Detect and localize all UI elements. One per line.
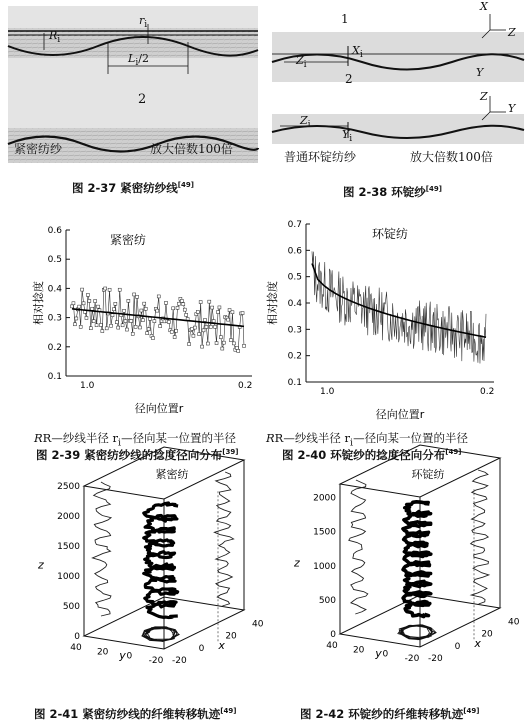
twist-point bbox=[134, 325, 137, 328]
twist-point bbox=[164, 301, 167, 304]
twist-point bbox=[72, 302, 75, 305]
twist-point bbox=[212, 320, 215, 323]
twist-point bbox=[157, 295, 160, 298]
x-tick-label: 20 bbox=[225, 631, 237, 642]
twist-point bbox=[237, 349, 240, 352]
figure-2-37-caption: 图 2-37 紧密纺纱线[49] bbox=[72, 181, 194, 195]
twist-point bbox=[185, 313, 188, 316]
x-tick-label: 1.0 bbox=[80, 381, 95, 391]
ring-yarn-name-label: 普通环锭纺纱 bbox=[284, 150, 357, 164]
chart-title: 环锭纺 bbox=[411, 468, 445, 481]
y-tick-label: 40 bbox=[326, 641, 338, 651]
twist-point bbox=[176, 306, 179, 309]
y-tick-label: -20 bbox=[148, 656, 164, 666]
twist-point bbox=[95, 324, 98, 327]
twist-point bbox=[140, 309, 143, 312]
right-projection bbox=[214, 472, 233, 606]
twist-point bbox=[215, 342, 218, 345]
twist-point bbox=[124, 320, 127, 323]
twist-point bbox=[192, 334, 195, 337]
fiber-trajectory bbox=[403, 502, 431, 617]
twist-series-line bbox=[312, 251, 486, 363]
x-tick-label: 20 bbox=[481, 629, 493, 640]
twist-point bbox=[147, 328, 150, 331]
twist-point bbox=[219, 336, 222, 339]
twist-point bbox=[206, 342, 209, 345]
twist-point bbox=[167, 320, 170, 323]
figure-2-42-caption: 图 2-42 环锭纱的纤维转移轨迹[49] bbox=[300, 707, 480, 721]
twist-point bbox=[101, 330, 104, 333]
twist-point bbox=[209, 325, 212, 328]
twist-point bbox=[99, 323, 102, 326]
magnification-label: 放大倍数100倍 bbox=[150, 142, 233, 156]
twist-point bbox=[131, 332, 134, 335]
twist-point bbox=[97, 305, 100, 308]
twist-point bbox=[182, 303, 185, 306]
y-axis-label: y bbox=[119, 649, 126, 662]
twist-point bbox=[75, 317, 78, 320]
twist-point bbox=[141, 319, 144, 322]
twist-point bbox=[108, 288, 111, 291]
x-tick-label: -20 bbox=[172, 656, 187, 666]
y-tick-label: 0.2 bbox=[47, 342, 62, 353]
twist-point bbox=[229, 339, 232, 342]
twist-point bbox=[130, 319, 133, 322]
y-tick-label: 0.1 bbox=[287, 378, 302, 388]
twist-point bbox=[136, 295, 139, 298]
y-tick-label: 0.7 bbox=[287, 220, 302, 230]
twist-point bbox=[201, 345, 204, 348]
y-axis-label: 相对捻度 bbox=[32, 281, 45, 325]
twist-point bbox=[188, 343, 191, 346]
twist-point bbox=[177, 302, 180, 305]
x-i-label: $X_i$ bbox=[352, 44, 363, 61]
y-tick-label: -20 bbox=[404, 654, 420, 664]
compact-twist-chart bbox=[30, 218, 262, 423]
z-tick-label: 0 bbox=[330, 630, 336, 640]
twist-point bbox=[208, 300, 211, 303]
twist-point bbox=[211, 306, 214, 309]
twist-point bbox=[222, 341, 225, 344]
ring-twist-chart bbox=[262, 218, 512, 423]
y-tick-label: 40 bbox=[70, 643, 82, 653]
ring-magnification-label: 放大倍数100倍 bbox=[410, 150, 493, 164]
z-tick-label: 500 bbox=[318, 595, 336, 606]
twist-point bbox=[205, 325, 208, 328]
yarn-name-label: 紧密纺纱 bbox=[14, 142, 63, 156]
twist-point bbox=[196, 310, 199, 313]
y-tick-label: 0.6 bbox=[287, 246, 302, 257]
figure-2-40-caption: 图 2-40 环锭纱的捻度径向分布[49] bbox=[282, 448, 462, 462]
twist-point bbox=[198, 333, 201, 336]
x-axis-label: 径向位置r bbox=[134, 402, 184, 415]
twist-point bbox=[190, 327, 193, 330]
fig-2-40-note: RR—纱线半径 $r_i—$径向某一位置的半径 bbox=[266, 431, 469, 449]
chart-title: 紧密纺 bbox=[110, 233, 147, 247]
fig-2-39-note: RR—纱线半径 $r_i—$径向某一位置的半径 bbox=[34, 431, 237, 449]
y-axis-label: 相对捻度 bbox=[266, 281, 279, 325]
left-projection bbox=[92, 482, 111, 616]
R-i-label: $R_i$ bbox=[49, 29, 61, 46]
y-tick-label: 0.3 bbox=[287, 325, 302, 336]
twist-point bbox=[156, 309, 159, 312]
z-tick-label: 1500 bbox=[57, 542, 80, 552]
x-tick-label: 40 bbox=[508, 617, 520, 628]
y-i-lower-label: $Y_i$ bbox=[342, 128, 353, 145]
twist-point bbox=[199, 301, 202, 304]
twist-point bbox=[183, 308, 186, 311]
y-axis-label: y bbox=[375, 647, 382, 660]
twist-point bbox=[221, 347, 224, 350]
x-axis-label: x bbox=[218, 639, 225, 653]
y-tick-label: 0.4 bbox=[287, 299, 302, 309]
region-2-ring-label: 2 bbox=[345, 72, 353, 86]
right-projection bbox=[471, 470, 489, 604]
twist-point bbox=[73, 323, 76, 326]
figure-2-39-caption: 图 2-39 紧密纺纱线的捻度径向分布[39] bbox=[36, 448, 239, 462]
y-tick-label: 20 bbox=[352, 645, 365, 656]
twist-point bbox=[86, 293, 89, 296]
axis-Z-label: Z bbox=[508, 26, 516, 39]
compact-trajectory-chart bbox=[20, 466, 264, 698]
y-tick-label: 0.5 bbox=[287, 272, 302, 283]
axis-Y-label: Y bbox=[476, 66, 484, 79]
twist-point bbox=[81, 288, 84, 291]
figure-2-41-caption: 图 2-41 紧密纺纱线的纤维转移轨迹[49] bbox=[34, 707, 237, 721]
twist-point bbox=[216, 311, 219, 314]
twist-point bbox=[121, 324, 124, 327]
twist-point bbox=[111, 314, 114, 317]
region-1-label: 1 bbox=[341, 12, 349, 26]
twist-point bbox=[117, 326, 120, 329]
figure-2-38-caption: 图 2-38 环锭纱[49] bbox=[343, 185, 442, 199]
twist-point bbox=[114, 302, 117, 305]
axis-Y2-label: Y bbox=[508, 102, 516, 115]
twist-point bbox=[243, 344, 246, 347]
floor-projection bbox=[398, 625, 436, 640]
r-i-label: $r_i$ bbox=[139, 14, 148, 31]
z-tick-label: 1000 bbox=[57, 572, 80, 582]
twist-point bbox=[228, 309, 231, 312]
twist-point bbox=[218, 306, 221, 309]
twist-point bbox=[79, 325, 82, 328]
twist-point bbox=[89, 327, 92, 330]
twist-point bbox=[110, 324, 113, 327]
x-tick-label: 1.0 bbox=[320, 387, 335, 397]
ring-trajectory-chart bbox=[276, 466, 522, 698]
twist-point bbox=[71, 305, 74, 308]
twist-point bbox=[118, 288, 121, 291]
z-axis-label: z bbox=[294, 556, 300, 570]
twist-point bbox=[175, 329, 178, 332]
twist-point bbox=[202, 329, 205, 332]
twist-point bbox=[232, 342, 235, 345]
twist-point bbox=[214, 325, 217, 328]
twist-point bbox=[88, 299, 91, 302]
twist-point bbox=[91, 307, 94, 310]
x-tick-label: 0.2 bbox=[238, 381, 253, 391]
twist-point bbox=[193, 326, 196, 329]
twist-point bbox=[146, 332, 149, 335]
ring-yarn-micrograph-art bbox=[272, 4, 524, 166]
twist-point bbox=[94, 300, 97, 303]
twist-point bbox=[235, 346, 238, 349]
twist-point bbox=[149, 317, 152, 320]
left-projection bbox=[349, 480, 368, 614]
x-axis-label: x bbox=[474, 637, 481, 651]
twist-point bbox=[173, 336, 176, 339]
twist-point bbox=[144, 307, 147, 310]
twist-point bbox=[104, 287, 107, 290]
y-tick-label: 0.5 bbox=[47, 255, 62, 266]
twist-point bbox=[231, 311, 234, 314]
y-tick-label: 0.3 bbox=[47, 313, 62, 324]
twist-point bbox=[151, 337, 154, 340]
y-tick-label: 0.1 bbox=[47, 372, 62, 382]
z-i-label: $Z_i$ bbox=[296, 54, 307, 71]
twist-point bbox=[203, 318, 206, 321]
y-tick-label: 0.2 bbox=[287, 351, 302, 362]
x-tick-label: 0 bbox=[198, 643, 205, 654]
twist-point bbox=[105, 327, 108, 330]
x-axis-label: 径向位置r bbox=[375, 408, 425, 421]
x-tick-label: -20 bbox=[428, 654, 443, 664]
ring-yarn-micrograph bbox=[272, 4, 524, 166]
z-tick-label: 0 bbox=[74, 632, 80, 642]
floor-projection bbox=[142, 627, 179, 642]
chart-title: 紧密纺 bbox=[155, 468, 189, 481]
z-tick-label: 2000 bbox=[313, 493, 336, 504]
twist-point bbox=[180, 299, 183, 302]
twist-point bbox=[82, 302, 85, 305]
z-i-lower-label: $Z_i$ bbox=[300, 114, 311, 131]
x-tick-label: 0.2 bbox=[480, 387, 495, 397]
twist-point bbox=[115, 321, 118, 324]
twist-point bbox=[241, 312, 244, 315]
twist-point bbox=[159, 325, 162, 328]
twist-point bbox=[170, 330, 173, 333]
twist-point bbox=[112, 308, 115, 311]
chart-title: 环锭纺 bbox=[372, 227, 409, 241]
z-tick-label: 1000 bbox=[313, 561, 336, 572]
twist-point bbox=[153, 320, 156, 323]
z-tick-label: 2500 bbox=[57, 482, 80, 492]
twist-point bbox=[123, 309, 126, 312]
twist-point bbox=[85, 316, 88, 319]
z-tick-label: 1500 bbox=[313, 527, 336, 538]
twist-point bbox=[227, 318, 230, 321]
x-tick-label: 0 bbox=[454, 641, 461, 652]
twist-point bbox=[138, 326, 141, 329]
y-tick-label: 20 bbox=[96, 647, 109, 658]
twist-point bbox=[172, 307, 175, 310]
z-axis-label: z bbox=[38, 558, 44, 572]
z-tick-label: 500 bbox=[62, 602, 80, 612]
y-tick-label: 0.4 bbox=[47, 284, 62, 295]
axis-Z2-label: Z bbox=[480, 90, 488, 103]
twist-point bbox=[133, 293, 136, 296]
x-tick-label: 40 bbox=[252, 619, 264, 630]
twist-point bbox=[125, 328, 128, 331]
y-tick-label: 0.6 bbox=[47, 226, 62, 236]
L-i-label: $L_i/2$ bbox=[128, 52, 149, 69]
twist-point bbox=[92, 320, 95, 323]
z-tick-label: 2000 bbox=[57, 512, 80, 522]
y-tick-label: 0 bbox=[126, 651, 133, 662]
fiber-trajectory bbox=[144, 503, 178, 618]
twist-point bbox=[78, 305, 81, 308]
twist-point bbox=[143, 302, 146, 305]
twist-point bbox=[163, 320, 166, 323]
region-2-label: 2 bbox=[138, 92, 147, 107]
axis-X-label: X bbox=[480, 0, 488, 13]
twist-point bbox=[127, 299, 130, 302]
y-tick-label: 0 bbox=[382, 649, 389, 660]
